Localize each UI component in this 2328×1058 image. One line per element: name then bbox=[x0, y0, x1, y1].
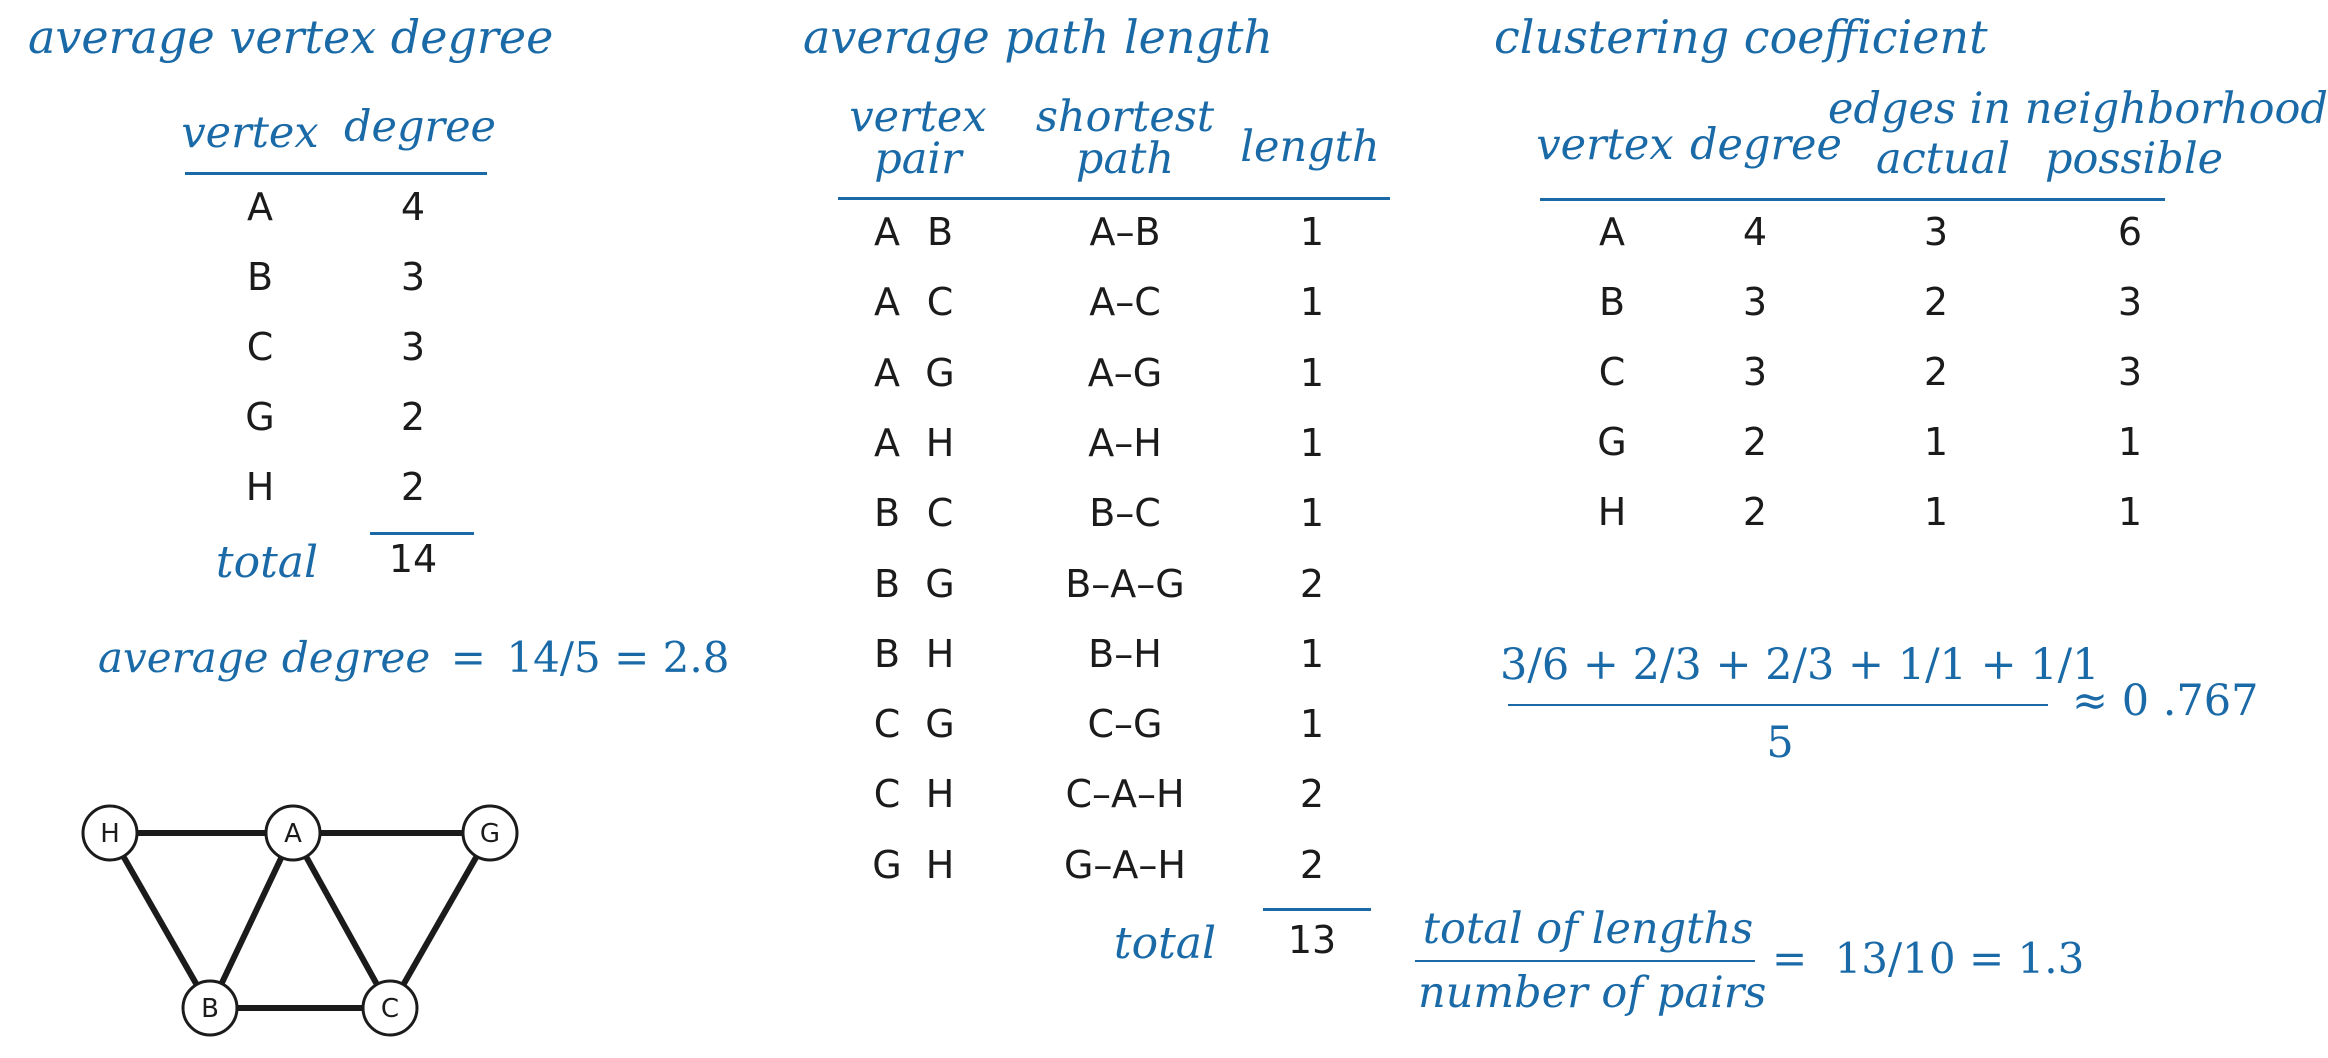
clustering-row-degree: 3 bbox=[1742, 280, 1768, 324]
path-row-vertex-1: A bbox=[874, 420, 900, 465]
path-row-shortest-path: A–B bbox=[1089, 210, 1161, 254]
path-row-vertex-2: C bbox=[926, 491, 954, 536]
path-row-shortest-path: A–G bbox=[1087, 350, 1163, 395]
degree-row-vertex: A bbox=[247, 185, 273, 229]
path-formula-fraction-bar bbox=[1415, 960, 1755, 962]
path-formula-numerator: total of lengths bbox=[1422, 904, 1754, 954]
clustering-row-actual: 2 bbox=[1923, 280, 1949, 324]
path-header-path-line1: shortest bbox=[1035, 92, 1215, 142]
path-total-value: 13 bbox=[1287, 918, 1337, 962]
degree-header-degree: degree bbox=[344, 102, 496, 152]
clustering-section-title: clustering coefficient bbox=[1494, 10, 1988, 64]
path-row-length: 1 bbox=[1299, 420, 1325, 465]
degree-row-degree: 3 bbox=[400, 255, 426, 299]
degree-row-vertex: G bbox=[245, 395, 275, 439]
clustering-row-possible: 3 bbox=[2117, 350, 2143, 394]
example-graph bbox=[70, 790, 530, 1050]
path-row-vertex-2: G bbox=[925, 350, 955, 395]
path-row-vertex-1: A bbox=[874, 280, 900, 325]
path-row-shortest-path: A–C bbox=[1089, 280, 1161, 325]
path-row-vertex-2: G bbox=[925, 702, 955, 747]
path-row-vertex-1: C bbox=[873, 772, 901, 817]
average-degree-equals: = bbox=[450, 633, 486, 682]
graph-node bbox=[183, 981, 237, 1035]
path-row-vertex-2: C bbox=[926, 280, 954, 325]
graph-node bbox=[463, 806, 517, 860]
average-degree-formula bbox=[98, 633, 729, 683]
clustering-row-vertex: H bbox=[1597, 490, 1627, 534]
degree-header-rule bbox=[185, 172, 487, 175]
graph-node-label: A bbox=[284, 819, 302, 849]
path-section-title: average path length bbox=[803, 10, 1274, 64]
degree-row-vertex: C bbox=[246, 325, 274, 369]
clustering-row-possible: 3 bbox=[2117, 280, 2143, 324]
path-row-vertex-1: B bbox=[873, 631, 901, 676]
graph-node-label: G bbox=[479, 819, 501, 849]
path-row-length: 1 bbox=[1299, 491, 1325, 536]
path-row-shortest-path: C–G bbox=[1087, 702, 1163, 747]
clustering-row-actual: 2 bbox=[1923, 350, 1949, 394]
clustering-header-vertex: vertex bbox=[1536, 120, 1674, 170]
path-row-vertex-2: H bbox=[925, 842, 955, 887]
degree-row-degree: 3 bbox=[400, 325, 426, 369]
clustering-row-degree: 3 bbox=[1742, 350, 1768, 394]
path-header-length: length bbox=[1240, 122, 1380, 172]
path-row-shortest-path: B–C bbox=[1089, 491, 1161, 536]
degree-row-degree: 2 bbox=[400, 395, 426, 439]
degree-row-vertex: H bbox=[245, 465, 275, 509]
degree-section-title: average vertex degree bbox=[28, 10, 554, 64]
path-row-length: 1 bbox=[1299, 280, 1325, 325]
path-header-pair bbox=[838, 92, 998, 184]
graph-node bbox=[266, 806, 320, 860]
graph-node-label: C bbox=[380, 994, 400, 1024]
degree-total-value: 14 bbox=[388, 537, 438, 581]
degree-total-rule bbox=[370, 532, 474, 535]
path-row-length: 1 bbox=[1299, 350, 1325, 395]
graph-nodes bbox=[83, 806, 517, 1035]
clustering-formula-fraction-bar bbox=[1508, 704, 2048, 706]
graph-edge-H-B bbox=[110, 833, 210, 1008]
clustering-header-group: edges in neighborhood bbox=[1828, 84, 2328, 134]
clustering-row-degree: 2 bbox=[1742, 490, 1768, 534]
clustering-header-actual: actual bbox=[1875, 134, 2011, 184]
clustering-row-possible: 6 bbox=[2117, 210, 2143, 254]
clustering-row-possible: 1 bbox=[2117, 490, 2143, 534]
path-row-length: 1 bbox=[1299, 210, 1325, 254]
path-row-vertex-2: H bbox=[925, 420, 955, 465]
graph-node bbox=[83, 806, 137, 860]
path-formula-denominator: number of pairs bbox=[1418, 968, 1767, 1018]
path-row-shortest-path: B–H bbox=[1088, 631, 1162, 676]
clustering-row-vertex: G bbox=[1597, 420, 1627, 464]
clustering-row-possible: 1 bbox=[2117, 420, 2143, 464]
path-header-pair-line2: pair bbox=[874, 134, 962, 184]
path-row-length: 2 bbox=[1299, 842, 1325, 887]
path-row-vertex-1: B bbox=[873, 561, 901, 606]
graph-edge-G-C bbox=[390, 833, 490, 1008]
path-row-length: 1 bbox=[1299, 702, 1325, 747]
path-row-vertex-2: G bbox=[925, 561, 955, 606]
clustering-formula-numerator: 3/6 + 2/3 + 2/3 + 1/1 + 1/1 bbox=[1500, 640, 2100, 690]
path-row-shortest-path: G–A–H bbox=[1063, 842, 1186, 887]
clustering-formula-denominator: 5 bbox=[1766, 718, 1794, 768]
path-row-vertex-2: H bbox=[925, 772, 955, 817]
degree-row-vertex: B bbox=[246, 255, 274, 299]
clustering-row-vertex: C bbox=[1598, 350, 1626, 394]
clustering-row-degree: 4 bbox=[1742, 210, 1768, 254]
graph-edge-A-B bbox=[210, 833, 293, 1008]
path-row-vertex-2: H bbox=[925, 631, 955, 676]
path-row-length: 2 bbox=[1299, 561, 1325, 606]
path-row-vertex-2: B bbox=[926, 210, 954, 254]
average-degree-label: average degree bbox=[98, 633, 431, 682]
path-total-label: total bbox=[1113, 918, 1217, 969]
path-header-pair-line1: vertex bbox=[849, 92, 987, 142]
clustering-row-actual: 1 bbox=[1923, 490, 1949, 534]
clustering-header-possible: possible bbox=[2045, 134, 2224, 184]
clustering-row-actual: 1 bbox=[1923, 420, 1949, 464]
clustering-row-degree: 2 bbox=[1742, 420, 1768, 464]
path-row-length: 2 bbox=[1299, 772, 1325, 817]
clustering-formula-result: ≈ 0 .767 bbox=[2072, 676, 2259, 726]
clustering-header-rule bbox=[1540, 198, 2165, 201]
path-row-vertex-1: A bbox=[874, 350, 900, 395]
path-header-path bbox=[1030, 92, 1220, 184]
path-header-rule bbox=[838, 197, 1390, 200]
degree-row-degree: 4 bbox=[400, 185, 426, 229]
path-row-vertex-1: C bbox=[873, 702, 901, 747]
graph-node-label: B bbox=[201, 994, 219, 1024]
clustering-row-actual: 3 bbox=[1923, 210, 1949, 254]
path-row-vertex-1: G bbox=[872, 842, 902, 887]
degree-header-vertex: vertex bbox=[181, 108, 319, 158]
graph-edge-A-C bbox=[293, 833, 390, 1008]
path-header-path-line2: path bbox=[1075, 134, 1175, 184]
clustering-row-vertex: A bbox=[1599, 210, 1625, 254]
path-row-shortest-path: B–A–G bbox=[1065, 561, 1185, 606]
path-total-rule bbox=[1263, 908, 1371, 911]
path-formula-value: 13/10 = 1.3 bbox=[1834, 934, 2085, 983]
graph-node-label: H bbox=[100, 819, 120, 849]
path-row-length: 1 bbox=[1299, 631, 1325, 676]
path-row-vertex-1: B bbox=[873, 491, 901, 536]
path-formula-result bbox=[1772, 934, 2084, 983]
path-row-vertex-1: A bbox=[874, 210, 900, 254]
degree-row-degree: 2 bbox=[400, 465, 426, 509]
path-row-shortest-path: C–A–H bbox=[1065, 772, 1185, 817]
degree-total-label: total bbox=[215, 537, 319, 588]
average-degree-value: 14/5 = 2.8 bbox=[506, 633, 730, 682]
path-formula-equals: = bbox=[1772, 934, 1808, 983]
clustering-header-degree: degree bbox=[1690, 120, 1842, 170]
graph-node bbox=[363, 981, 417, 1035]
clustering-row-vertex: B bbox=[1598, 280, 1626, 324]
path-row-shortest-path: A–H bbox=[1088, 420, 1162, 465]
